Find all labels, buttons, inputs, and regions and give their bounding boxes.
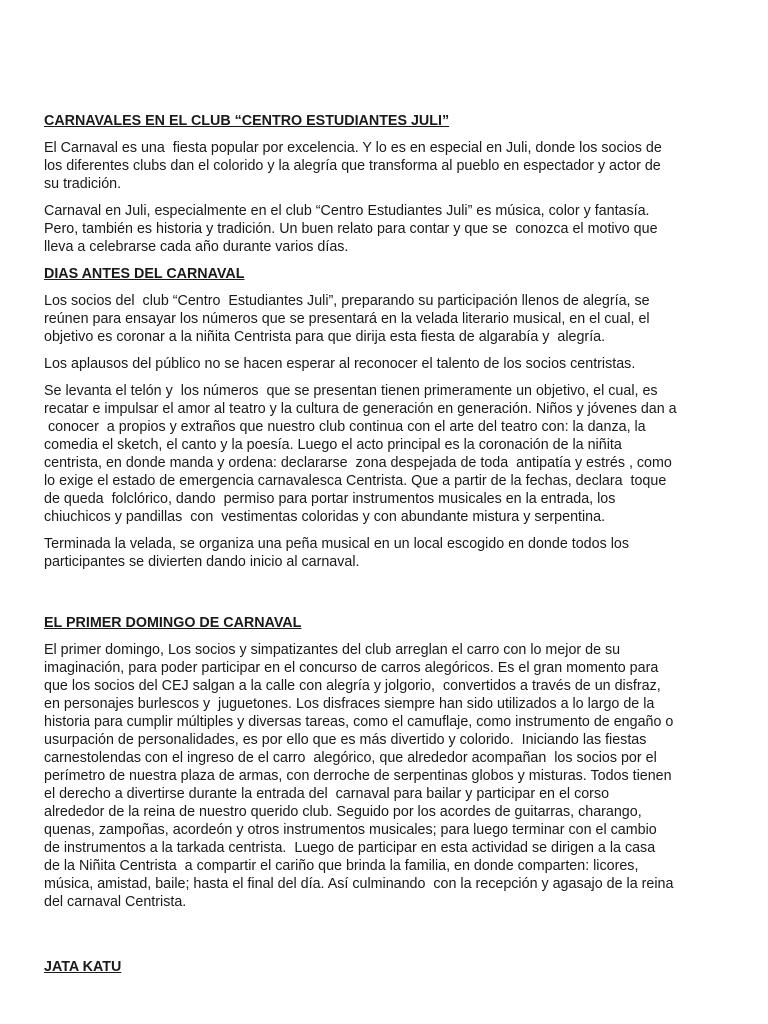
paragraph: El primer domingo, Los socios y simpatizantes del club arreglan el carro con lo mejor de su imaginación, para poder participar en el concurso de carros alegóricos. Es el gran momento para que los socios del CEJ salgan a la calle con alegría y jolgorio, convertidos a través de un disfraz, en personajes burlescos y juguetones. Los disfraces siempre han sido utilizados a lo largo de la historia para cumplir múltiples y diversas tareas, como el camuflaje, como instrumento de engaño o usurpación de personalidades, es por ello que es más divertido y colorido. Iniciando las fiestas carnestolendas con el ingreso de el carro alegórico, que alrededor acompañan los socios por el perímetro de nuestra plaza de armas, con derroche de serpentinas globos y misturas. Todos tienen el derecho a divertirse durante la entrada del carnaval para bailar y participar en el corso alrededor de la reina de nuestro querido club. Seguido por los acordes de guitarras, charango, quenas, zampoñas, acordeón y otros instrumentos musicales; para luego terminar con el cambio de instrumentos a la tarkada centrista. Luego de participar en esta actividad se dirigen a la casa de la Niñita Centrista a compartir el cariño que brinda la familia, en donde comparten: licores, música, amistad, baile; hasta el final del día. Así culminando con la recepción y agasajo de la reina del carnaval Centrista. — [44, 642, 674, 910]
paragraph: Se levanta el telón y los números que se presentan tienen primeramente un objetivo, el cual, es recatar e impulsar el amor al teatro y la cultura de generación en generación. Niños y jóvenes dan a conocer a propios y extraños que nuestro club continua con el arte del teatro con: la danza, la comedia el sketch, el canto y la poesía. Luego el acto principal es la coronación de la niñita centrista, en donde manda y ordena: declararse zona despejada de toda antipatía y estrés , como lo exige el estado de emergencia carnavalesca Centrista. Que a partir de la fechas, declara toque de queda folclórico, dando permiso para portar instrumentos musicales en la entrada, los chiuchicos y pandillas con vestimentas coloridas y con abundante mistura y serpentina. — [44, 383, 677, 525]
paragraph: Terminada la velada, se organiza una peña musical en un local escogido en donde todos los participantes se divierten dando inicio al carnaval. — [44, 536, 629, 570]
spacer — [44, 580, 728, 614]
paragraph: Los socios del club “Centro Estudiantes Juli”, preparando su participación llenos de alegría, se reúnen para ensayar los números que se presentará en la velada literario musical, en el cual, el objetivo es coronar a la niñita Centrista para que dirija esta fiesta de algarabía y alegría. — [44, 293, 650, 345]
spacer — [44, 920, 728, 958]
document-page — [44, 112, 728, 985]
paragraph: El Carnaval es una fiesta popular por excelencia. Y lo es en especial en Juli, donde los socios de los diferentes clubs dan el colorido y la alegría que transforma al pueblo en espectador y actor de su tradición. — [44, 140, 662, 192]
section-heading-carnavales: CARNAVALES EN EL CLUB “CENTRO ESTUDIANTES JULI” — [44, 113, 450, 129]
paragraph: Carnaval en Juli, especialmente en el club “Centro Estudiantes Juli” es música, color y fantasía. Pero, también es historia y tradición. Un buen relato para contar y que se conozca el motivo que lleva a celebrarse cada año durante varios días. — [44, 203, 658, 255]
paragraph: Los aplausos del público no se hacen esperar al reconocer el talento de los socios centristas. — [44, 356, 636, 372]
section-heading-primer-domingo: EL PRIMER DOMINGO DE CARNAVAL — [44, 615, 302, 631]
section-heading-jata-katu: JATA KATU — [44, 959, 122, 975]
section-heading-dias-antes: DIAS ANTES DEL CARNAVAL — [44, 266, 245, 282]
